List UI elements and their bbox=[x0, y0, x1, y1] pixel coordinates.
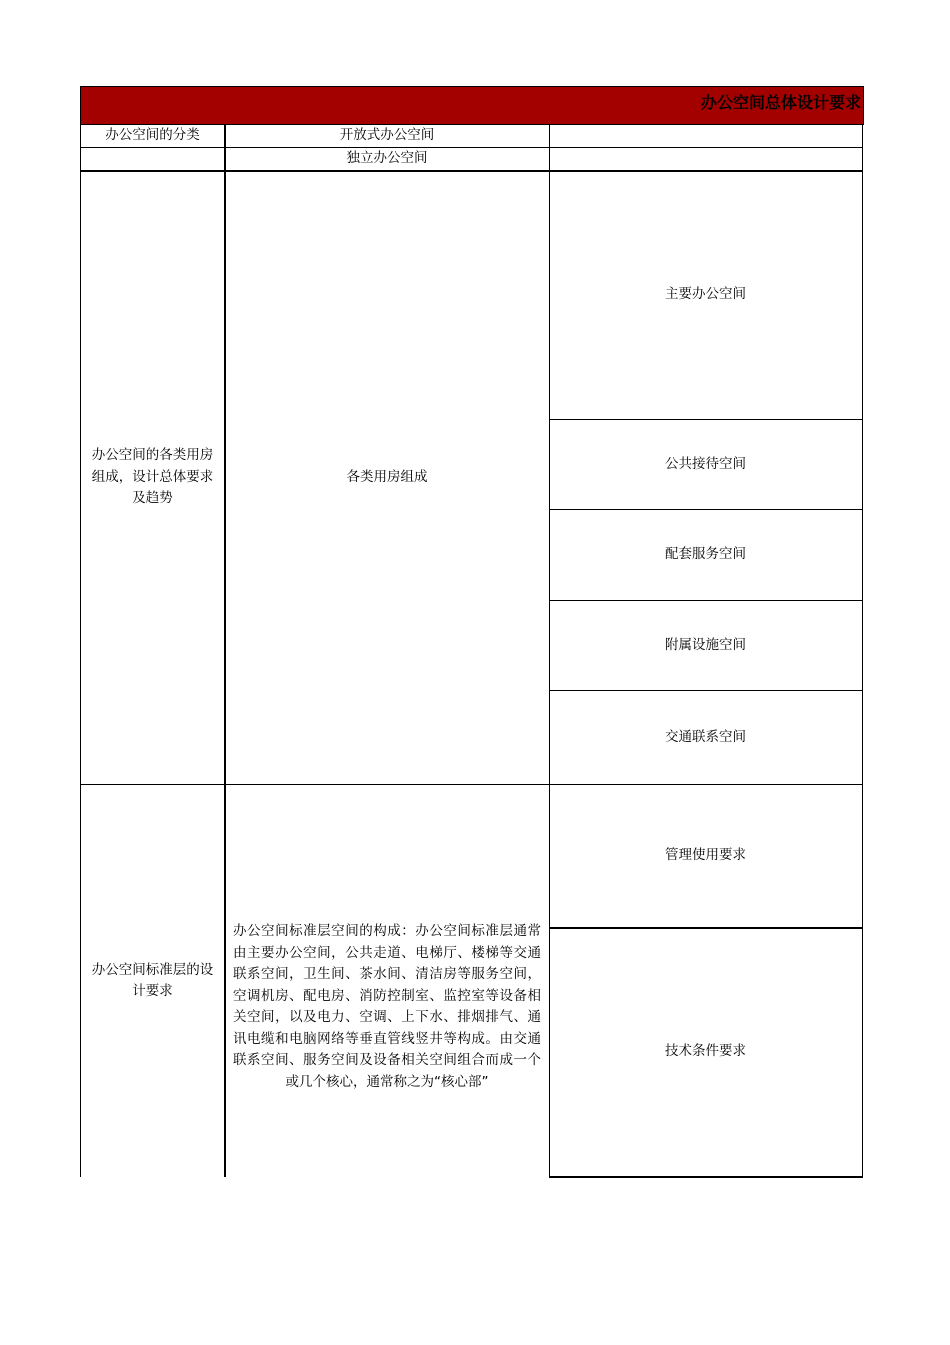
grid-line bbox=[549, 419, 863, 420]
rooms-item-circulation: 交通联系空间 bbox=[665, 728, 746, 745]
rooms-section-middle: 各类用房组成 bbox=[346, 468, 428, 485]
rooms-item-cell-5 bbox=[549, 691, 862, 784]
rooms-item-cell-2 bbox=[549, 419, 862, 510]
rooms-item-reception: 公共接待空间 bbox=[665, 455, 746, 472]
grid-line bbox=[549, 124, 550, 1177]
grid-line bbox=[80, 784, 863, 785]
classification-type-cell-2 bbox=[225, 148, 549, 170]
standard-floor-label: 办公空间标准层的设计要求 bbox=[91, 961, 214, 999]
classification-type-open: 开放式办公空间 bbox=[339, 127, 435, 144]
classification-label: 办公空间的分类 bbox=[105, 127, 200, 144]
classification-type-cell-1 bbox=[225, 125, 549, 147]
grid-line bbox=[862, 124, 863, 1177]
grid-line bbox=[80, 147, 863, 148]
rooms-item-cell-1 bbox=[549, 171, 862, 419]
grid-line bbox=[80, 124, 81, 1177]
standard-floor-item-cell-2 bbox=[549, 928, 862, 1176]
sheet-title: 办公空间总体设计要求 bbox=[700, 93, 861, 112]
rooms-item-cell-4 bbox=[549, 600, 862, 691]
rooms-item-service: 配套服务空间 bbox=[665, 546, 746, 563]
standard-floor-item-technical: 技术条件要求 bbox=[665, 1043, 746, 1060]
classification-type-independent: 独立办公空间 bbox=[346, 150, 428, 167]
rooms-item-main-office: 主要办公空间 bbox=[665, 286, 746, 303]
grid-line bbox=[549, 927, 863, 929]
standard-floor-middle-cell bbox=[225, 785, 549, 1229]
grid-line bbox=[549, 1176, 863, 1178]
standard-floor-description: 办公空间标准层空间的构成：办公空间标准层通常由主要办公空间，公共走道、电梯厅、楼梯等交通联系空间，卫生间、茶水间、清洁房等服务空间，空调机房、配电房、消防控制室、监控室等设备相关空间，以及电力、空调、上下水、排烟排气、通讯电缆和电脑网络等垂直管线竖井等构成。由交通联系空间、服务空间及设备相关空间组合而成一个或几个核心，通常称之为“核心部” bbox=[233, 923, 541, 1090]
grid-line bbox=[549, 600, 863, 601]
rooms-section-middle-cell bbox=[225, 171, 549, 784]
standard-floor-item-cell-1 bbox=[549, 785, 862, 927]
rooms-section-label: 办公空间的各类用房组成，设计总体要求及趋势 bbox=[91, 447, 214, 507]
grid-line bbox=[80, 170, 863, 172]
grid-line bbox=[549, 690, 863, 691]
standard-floor-item-management: 管理使用要求 bbox=[665, 847, 746, 864]
standard-floor-label-cell bbox=[80, 785, 225, 1177]
title-bar bbox=[80, 86, 864, 125]
rooms-section-label-cell bbox=[80, 171, 225, 784]
classification-label-cell bbox=[80, 125, 225, 147]
grid-line bbox=[224, 124, 226, 1177]
rooms-item-facilities: 附属设施空间 bbox=[665, 636, 746, 653]
grid-line bbox=[549, 509, 863, 510]
rooms-item-cell-3 bbox=[549, 510, 862, 600]
